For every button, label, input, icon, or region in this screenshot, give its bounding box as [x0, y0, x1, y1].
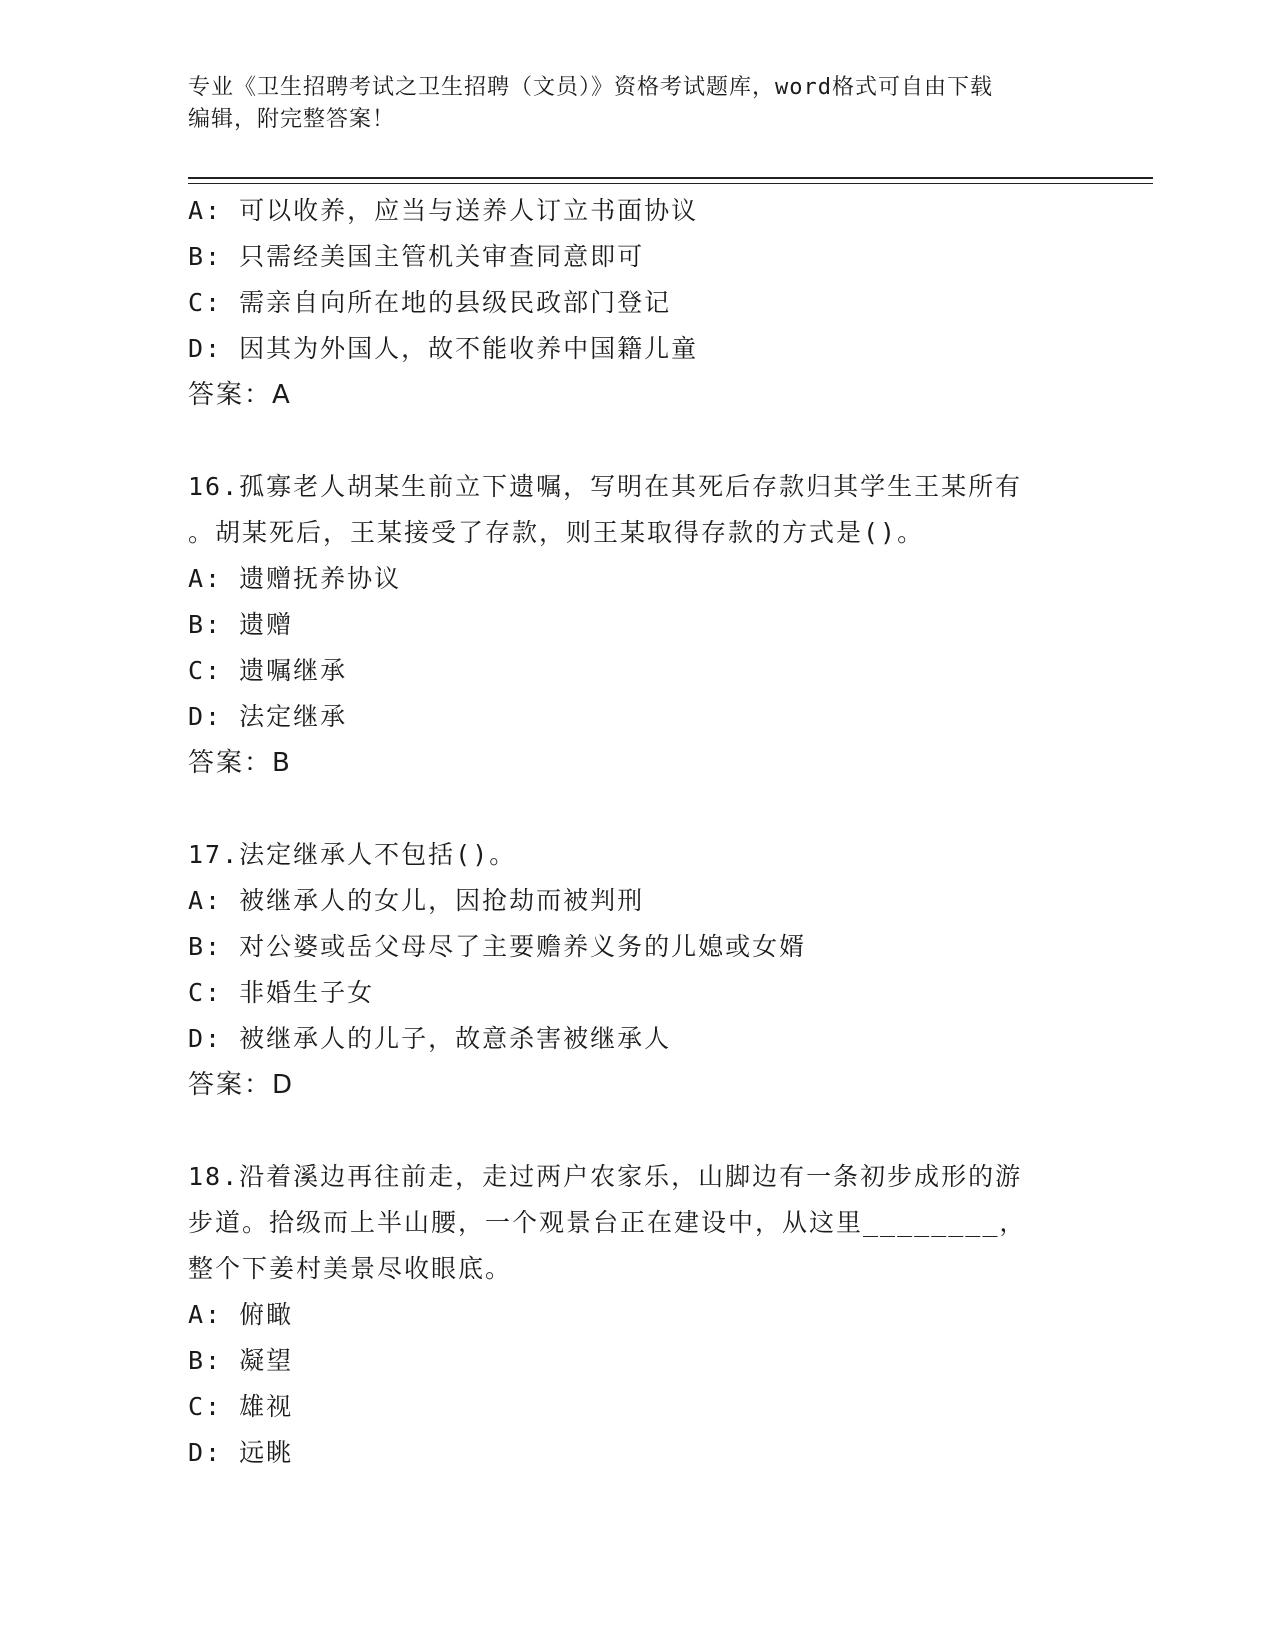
option-d: D: 因其为外国人，故不能收养中国籍儿童	[188, 334, 699, 363]
header-divider-thick	[188, 177, 1153, 179]
option-c: C: 非婚生子女	[188, 978, 375, 1007]
header-divider-thin	[188, 183, 1153, 184]
document-header	[188, 72, 1088, 136]
question-18	[188, 1154, 1088, 1476]
option-b: B: 凝望	[188, 1346, 294, 1375]
question-stem: 步道。拾级而上半山腰，一个观景台正在建设中，从这里________，	[188, 1208, 1027, 1237]
question-16	[188, 464, 1088, 786]
header-line-1: 专业《卫生招聘考试之卫生招聘（文员）》资格考试题库，word格式可自由下载	[188, 75, 993, 100]
option-b: B: 只需经美国主管机关审查同意即可	[188, 242, 645, 271]
option-d: D: 法定继承	[188, 702, 348, 731]
question-stem: 18.沿着溪边再往前走，走过两户农家乐，山脚边有一条初步成形的游	[188, 1162, 1023, 1191]
option-a: A: 被继承人的女儿，因抢劫而被判刑	[188, 886, 645, 915]
option-c: C: 需亲自向所在地的县级民政部门登记	[188, 288, 672, 317]
header-line-2: 编辑，附完整答案！	[188, 107, 396, 132]
option-c: C: 雄视	[188, 1392, 294, 1421]
answer: 答案：D	[188, 1070, 295, 1100]
spacer	[188, 418, 1088, 464]
option-a: A: 可以收养，应当与送养人订立书面协议	[188, 196, 699, 225]
option-a: A: 遗赠抚养协议	[188, 564, 402, 593]
option-d: D: 远眺	[188, 1438, 294, 1467]
question-list	[188, 188, 1088, 1476]
question-15	[188, 188, 1088, 418]
answer: 答案：A	[188, 380, 292, 410]
option-d: D: 被继承人的儿子，故意杀害被继承人	[188, 1024, 672, 1053]
answer: 答案：B	[188, 748, 292, 778]
question-stem: 17.法定继承人不包括()。	[188, 840, 517, 869]
question-stem: 整个下姜村美景尽收眼底。	[188, 1254, 513, 1283]
spacer	[188, 1108, 1088, 1154]
question-17	[188, 832, 1088, 1108]
option-c: C: 遗嘱继承	[188, 656, 348, 685]
question-stem: 。胡某死后，王某接受了存款，则王某取得存款的方式是()。	[188, 518, 925, 547]
question-stem: 16.孤寡老人胡某生前立下遗嘱，写明在其死后存款归其学生王某所有	[188, 472, 1023, 501]
option-b: B: 遗赠	[188, 610, 294, 639]
option-b: B: 对公婆或岳父母尽了主要赡养义务的儿媳或女婿	[188, 932, 807, 961]
option-a: A: 俯瞰	[188, 1300, 294, 1329]
spacer	[188, 786, 1088, 832]
